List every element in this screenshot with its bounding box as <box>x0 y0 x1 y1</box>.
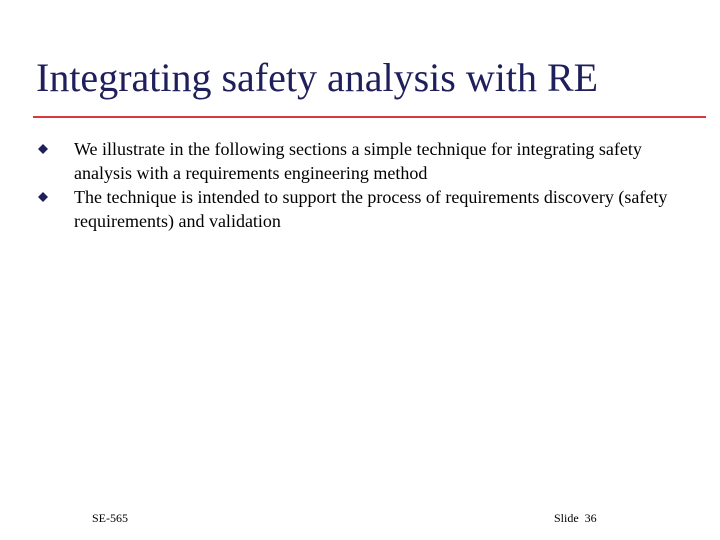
footer-slide-number: Slide 36 <box>554 511 597 525</box>
bullet-item <box>0 185 720 233</box>
diamond-bullet-icon <box>38 192 48 202</box>
bullet-item <box>0 137 720 185</box>
bullet-list <box>0 137 720 233</box>
title-divider <box>33 116 706 118</box>
bullet-text: The technique is intended to support the process of requirements discovery (safety requirements) and validation <box>74 187 668 231</box>
diamond-bullet-icon <box>38 144 48 154</box>
footer-course-code: SE-565 <box>92 511 128 525</box>
slide-title: Integrating safety analysis with RE <box>36 55 599 100</box>
bullet-text: We illustrate in the following sections a simple technique for integrating safety analysis with a requirements engineering method <box>74 139 642 183</box>
